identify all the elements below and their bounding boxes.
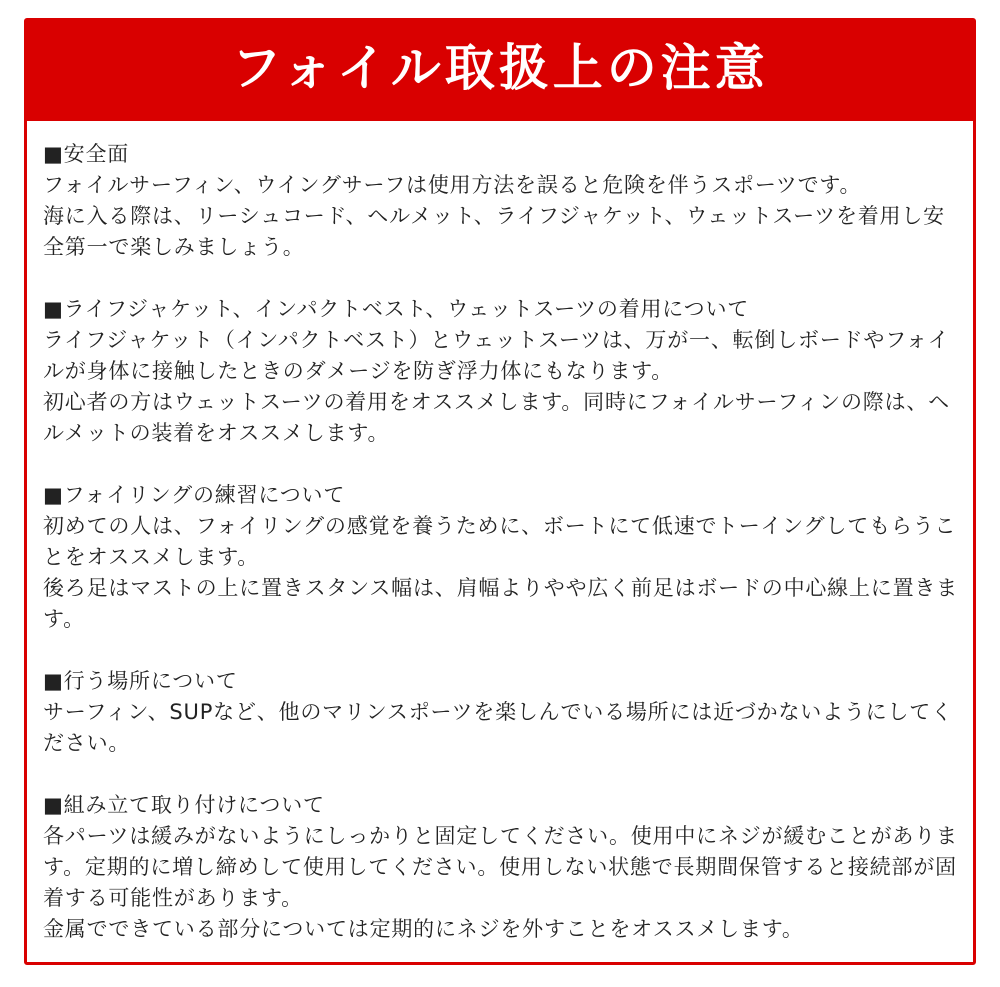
section-paragraph: フォイルサーフィン、ウイングサーフは使用方法を誤ると危険を伴うスポーツです。 <box>43 173 862 197</box>
notice-frame <box>24 18 976 965</box>
notice-body <box>27 121 973 945</box>
section-paragraph: 初めての人は、フォイリングの感覚を養うために、ボートにて低速でトーイングしてもらうことをオススメします。 <box>43 514 957 569</box>
section-heading: ■組み立て取り付けについて <box>43 793 325 817</box>
section-protective-gear <box>43 294 959 449</box>
section-heading: ■ライフジャケット、インパクトベスト、ウェットスーツの着用について <box>43 297 750 321</box>
section-paragraph: サーフィン、SUPなど、他のマリンスポーツを楽しんでいる場所には近づかないようにしてください。 <box>43 700 953 755</box>
section-safety <box>43 139 959 263</box>
section-heading: ■行う場所について <box>43 669 238 693</box>
section-paragraph: 後ろ足はマストの上に置きスタンス幅は、肩幅よりやや広く前足はボードの中心線上に置きます。 <box>43 576 958 631</box>
section-paragraph: 海に入る際は、リーシュコード、ヘルメット、ライフジャケット、ウェットスーツを着用し安全第一で楽しみましょう。 <box>43 204 945 259</box>
section-heading: ■安全面 <box>43 142 130 166</box>
section-foiling-practice <box>43 480 959 635</box>
title-banner <box>27 21 973 121</box>
section-paragraph: 金属でできている部分については定期的にネジを外すことをオススメします。 <box>43 917 804 941</box>
page-title: フォイル取扱上の注意 <box>231 39 769 97</box>
section-location <box>43 666 959 759</box>
section-paragraph: ライフジャケット（インパクトベスト）とウェットスーツは、万が一、転倒しボードやフォイルが身体に接触したときのダメージを防ぎ浮力体にもなります。 <box>43 328 950 383</box>
section-paragraph: 各パーツは緩みがないようにしっかりと固定してください。使用中にネジが緩むことがあります。定期的に増し締めして使用してください。使用しない状態で長期間保管すると接続部が固着する可能性があります。 <box>43 824 958 910</box>
section-assembly <box>43 790 959 945</box>
section-paragraph: 初心者の方はウェットスーツの着用をオススメします。同時にフォイルサーフィンの際は、ヘルメットの装着をオススメします。 <box>43 390 950 445</box>
section-heading: ■フォイリングの練習について <box>43 483 346 507</box>
